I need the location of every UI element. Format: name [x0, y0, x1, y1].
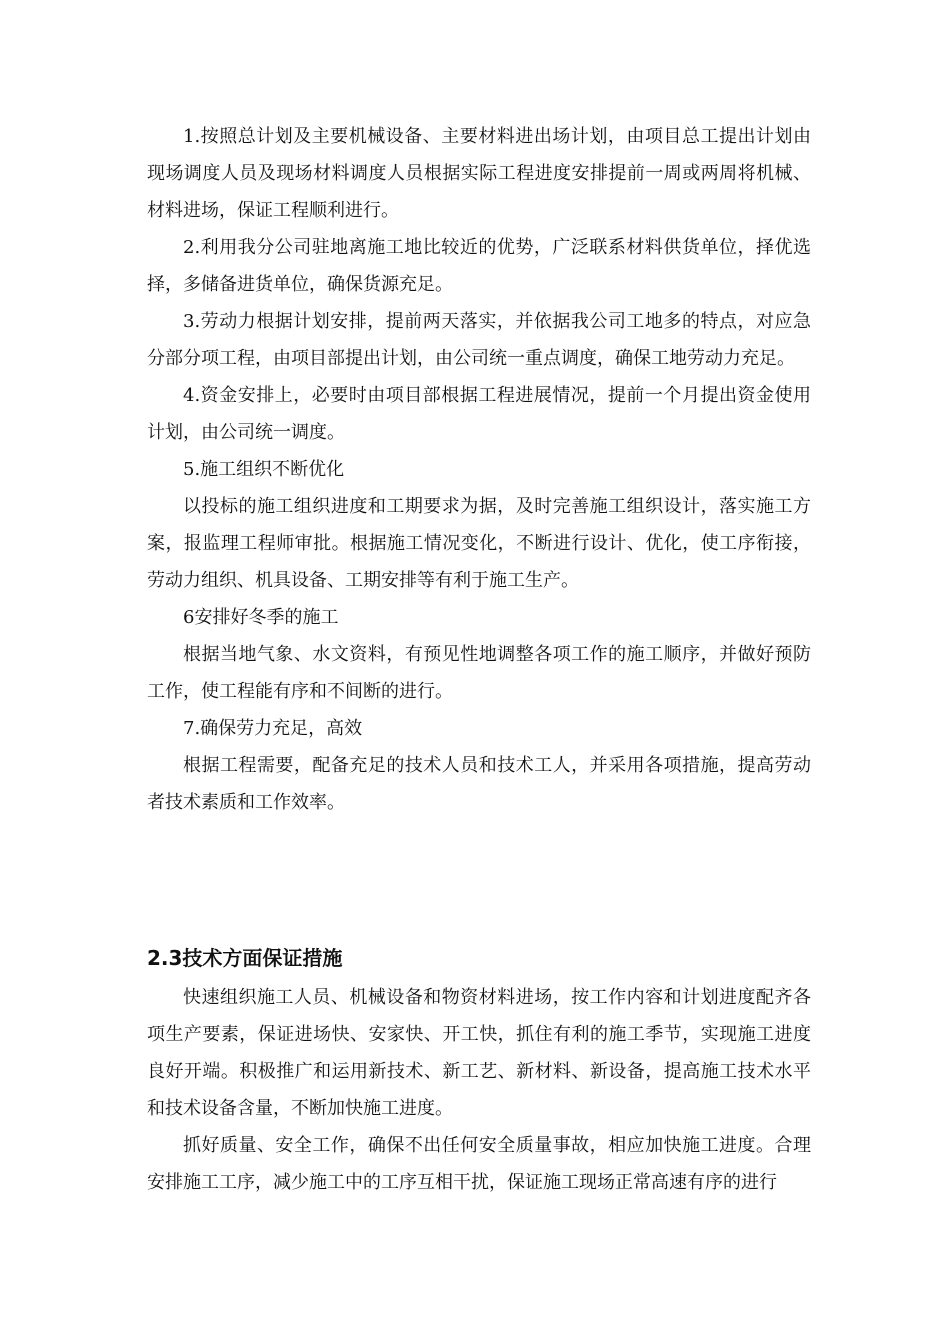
paragraph-plan-entry: 1.按照总计划及主要机械设备、主要材料进出场计划，由项目总工提出计划由现场调度人员及现场材料调度人员根据实际工程进度安排提前一周或两周将机械、材料进场，保证工程顺利进行。 [147, 126, 811, 221]
paragraph-winter-body: 根据当地气象、水文资料，有预见性地调整各项工作的施工顺序，并做好预防工作，使工程能有序和不间断的进行。 [147, 644, 811, 702]
paragraph-labor-title: 7.确保劳力充足，高效 [183, 718, 363, 739]
paragraph-tech-organize: 快速组织施工人员、机械设备和物资材料进场，按工作内容和计划进度配齐各项生产要素，保证进场快、安家快、开工快，抓住有利的施工季节，实现施工进度良好开端。积极推广和运用新技术、新工艺、新材料、新设备，提高施工技术水平和技术设备含量，不断加快施工进度。 [147, 987, 811, 1119]
paragraph-labor-body: 根据工程需要，配备充足的技术人员和技术工人，并采用各项措施，提高劳动者技术素质和工作效率。 [147, 755, 811, 813]
paragraph-optimize-title: 5.施工组织不断优化 [183, 459, 345, 480]
paragraph-winter-title: 6安排好冬季的施工 [183, 607, 339, 628]
body-text-section [147, 979, 811, 1201]
paragraph-optimize-body: 以投标的施工组织进度和工期要求为据，及时完善施工组织设计，落实施工方案，报监理工程师审批。根据施工情况变化，不断进行设计、优化，使工序衔接，劳动力组织、机具设备、工期安排等有利于施工生产。 [147, 496, 811, 591]
paragraph-supplier: 2.利用我分公司驻地离施工地比较近的优势，广泛联系材料供货单位，择优选择，多储备进货单位，确保货源充足。 [147, 237, 811, 295]
paragraph-funding: 4.资金安排上，必要时由项目部根据工程进展情况，提前一个月提出资金使用计划，由公司统一调度。 [147, 385, 811, 443]
section-heading: 2.3技术方面保证措施 [147, 946, 343, 970]
paragraph-tech-quality: 抓好质量、安全工作，确保不出任何安全质量事故，相应加快施工进度。合理安排施工工序，减少施工中的工序互相干扰，保证施工现场正常高速有序的进行 [147, 1135, 811, 1193]
body-text-top [147, 118, 811, 821]
paragraph-labor: 3.劳动力根据计划安排，提前两天落实，并依据我公司工地多的特点，对应急分部分项工程，由项目部提出计划，由公司统一重点调度，确保工地劳动力充足。 [147, 311, 811, 369]
